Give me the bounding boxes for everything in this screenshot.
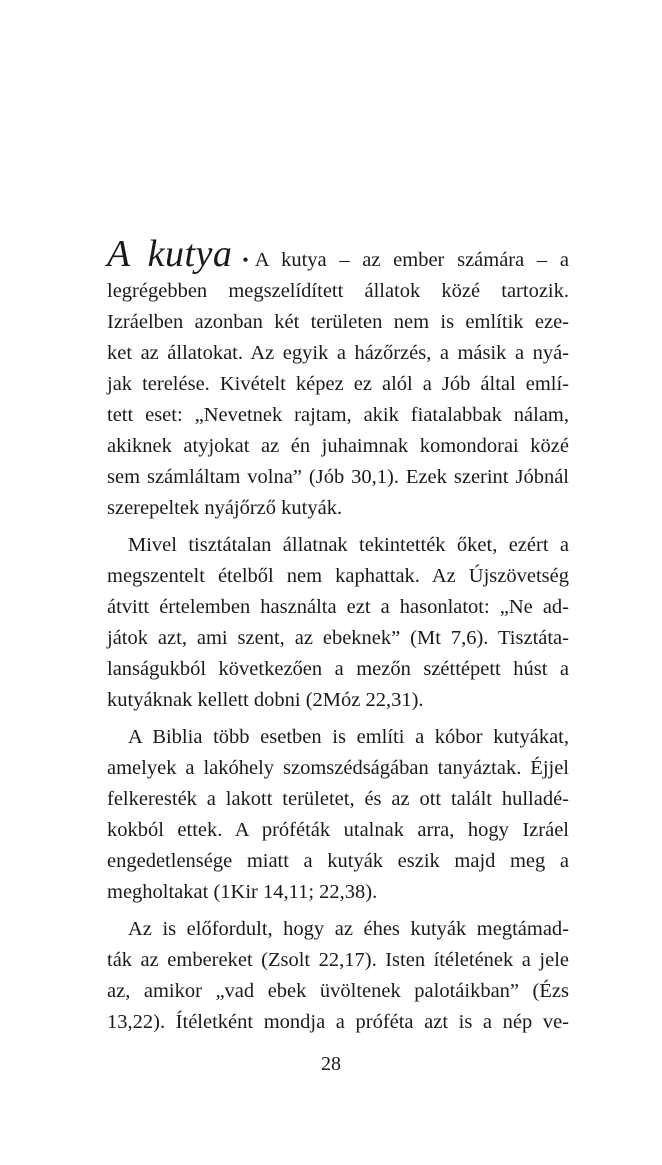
text-line: akiknek atyjokat az én juhaimnak komondorai közé [107, 435, 569, 457]
entry-title: A kutya [107, 233, 233, 275]
text-line: ták az embereket (Zsolt 22,17). Isten ítéletének a jele [107, 949, 569, 971]
text-line: kutyáknak kellett dobni (2Móz 22,31). [107, 689, 424, 711]
text-line: engedetlensége miatt a kutyák eszik majd meg a [107, 850, 569, 872]
text-line: tett eset: „Nevetnek rajtam, akik fiatalabbak nálam, [107, 404, 569, 426]
text-line: jak terelése. Kivételt képez ez alól a Jób által emlí- [107, 373, 569, 395]
text-line: ket az állatokat. Az egyik a házőrzés, a másik a nyá- [107, 342, 569, 364]
text-line: Izráelben azonban két területen nem is említik eze- [107, 311, 569, 333]
text-line: legrégebben megszelídített állatok közé tartozik. [107, 280, 569, 302]
page-body [107, 232, 569, 1038]
text-line: A Biblia több esetben is említi a kóbor kutyákat, [128, 726, 569, 748]
text-line: 13,22). Ítéletként mondja a próféta azt is a nép ve- [107, 1011, 569, 1033]
text-line: amelyek a lakóhely szomszédságában tanyáztak. Éjjel [107, 757, 569, 779]
text-line: játok azt, ami szent, az ebeknek” (Mt 7,6). Tisztáta- [107, 627, 569, 649]
text-line: megholtakat (1Kir 14,11; 22,38). [107, 881, 378, 903]
text-line: felkeresték a lakott területet, és az ott talált hulladé- [107, 788, 569, 810]
text-line: sem számláltam volna” (Jób 30,1). Ezek szerint Jóbnál [107, 466, 569, 488]
bullet-separator: • [242, 250, 249, 270]
text-span: A kutya – az ember számára – a [254, 249, 569, 271]
text-line: Mivel tisztátalan állatnak tekintették őket, ezért a [128, 534, 569, 556]
text-line: lanságukból következően a mezőn széttépett húst a [107, 658, 569, 680]
text-line: megszentelt ételből nem kaphattak. Az Újszövetség [107, 565, 569, 587]
text-line: az, amikor „vad ebek üvöltenek palotáikban” (Ézs [107, 980, 569, 1002]
page-number: 28 [321, 1053, 341, 1075]
text-line: átvitt értelemben használta ezt a hasonlatot: „Ne ad- [107, 596, 569, 618]
text-line [107, 232, 569, 276]
text-line: szerepeltek nyájőrző kutyák. [107, 497, 343, 519]
text-line: kokból ettek. A próféták utalnak arra, hogy Izráel [107, 819, 569, 841]
text-line: Az is előfordult, hogy az éhes kutyák megtámad- [128, 918, 569, 940]
